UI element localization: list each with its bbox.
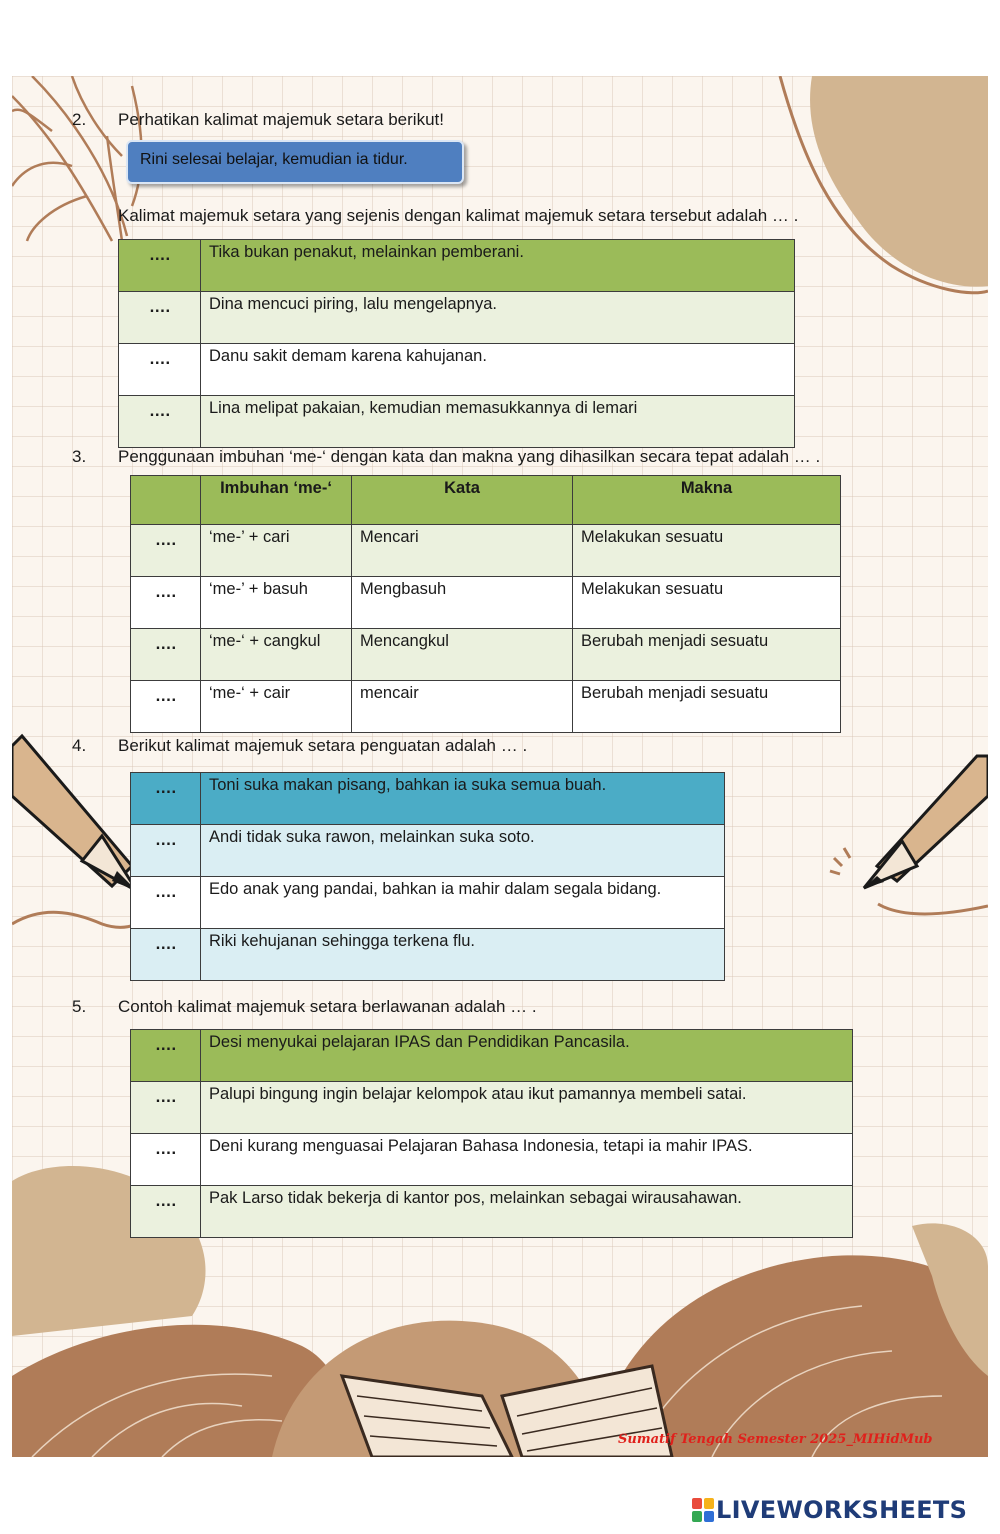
header-imbuhan: Imbuhan ‘me-‘ [201,476,352,525]
brand-wordmark: LIVEWORKSHEETS [716,1496,968,1524]
option-row[interactable] [131,929,725,981]
answer-mark[interactable]: …. [131,1134,201,1186]
option-row[interactable] [131,877,725,929]
option-text: Tika bukan penakut, melainkan pemberani. [201,240,795,292]
kata-cell: mencair [352,681,573,733]
question-number: 3. [72,447,87,466]
instruction-text: Perhatikan kalimat majemuk setara berikut! [118,110,444,129]
answer-mark[interactable]: …. [131,929,201,981]
option-text: Edo anak yang pandai, bahkan ia mahir dalam segala bidang. [201,877,725,929]
option-row[interactable] [131,577,841,629]
question-5 [72,997,872,1017]
imbuhan-cell: ‘me-’ + cari [201,525,352,577]
kata-cell: Mengbasuh [352,577,573,629]
question-text: Kalimat majemuk setara yang sejenis dengan kalimat majemuk setara tersebut adalah … . [118,206,799,225]
example-sentence: Rini selesai belajar, kemudian ia tidur. [140,151,408,168]
option-text: Riki kehujanan sehingga terkena flu. [201,929,725,981]
question-number: 5. [72,997,87,1016]
question-2-prompt [72,206,872,226]
option-text: Dina mencuci piring, lalu mengelapnya. [201,292,795,344]
option-row[interactable] [131,681,841,733]
makna-cell: Berubah menjadi sesuatu [573,681,841,733]
answer-mark[interactable]: …. [119,396,201,448]
makna-cell: Berubah menjadi sesuatu [573,629,841,681]
option-text: Palupi bingung ingin belajar kelompok atau ikut pamannya membeli satai. [201,1082,853,1134]
question-4 [72,736,872,756]
option-row[interactable] [131,1082,853,1134]
option-row[interactable] [131,773,725,825]
question-text: Penggunaan imbuhan ‘me-‘ dengan kata dan makna yang dihasilkan secara tepat adalah … . [118,447,821,466]
option-row[interactable] [131,1134,853,1186]
question-2-options-table [118,239,795,448]
header-makna: Makna [573,476,841,525]
example-sentence-box [126,140,464,184]
question-number: 4. [72,736,87,755]
footer-caption: Sumatif Tengah Semester 2025_MIHidMub [618,1432,933,1447]
makna-cell: Melakukan sesuatu [573,525,841,577]
imbuhan-cell: ‘me-’ + basuh [201,577,352,629]
option-text: Toni suka makan pisang, bahkan ia suka semua buah. [201,773,725,825]
answer-mark[interactable]: …. [119,292,201,344]
kata-cell: Mencangkul [352,629,573,681]
option-text: Andi tidak suka rawon, melainkan suka soto. [201,825,725,877]
option-row[interactable] [131,1186,853,1238]
option-row[interactable] [131,825,725,877]
answer-mark[interactable]: …. [131,773,201,825]
header-kata: Kata [352,476,573,525]
makna-cell: Melakukan sesuatu [573,577,841,629]
question-3 [72,447,952,467]
option-row[interactable] [131,525,841,577]
question-number: 2. [72,110,87,129]
option-row[interactable] [119,344,795,396]
answer-mark[interactable]: …. [131,629,201,681]
option-text: Deni kurang menguasai Pelajaran Bahasa Indonesia, tetapi ia mahir IPAS. [201,1134,853,1186]
option-row[interactable] [131,1030,853,1082]
question-5-options-table [130,1029,853,1238]
option-row[interactable] [119,240,795,292]
question-3-options-table [130,475,841,733]
right-pencil-icon [830,756,988,914]
left-pencil-icon [12,736,147,927]
answer-mark[interactable]: …. [131,1186,201,1238]
answer-mark[interactable]: …. [131,877,201,929]
answer-mark[interactable]: …. [119,240,201,292]
option-text: Desi menyukai pelajaran IPAS dan Pendidikan Pancasila. [201,1030,853,1082]
answer-mark[interactable]: …. [131,1030,201,1082]
liveworksheets-logo-icon [692,1498,714,1522]
question-2-instruction [72,110,872,130]
top-right-blob [810,76,988,287]
imbuhan-cell: ‘me-‘ + cangkul [201,629,352,681]
table-header-row [131,476,841,525]
option-text: Lina melipat pakaian, kemudian memasukkannya di lemari [201,396,795,448]
option-text: Danu sakit demam karena kahujanan. [201,344,795,396]
question-text: Berikut kalimat majemuk setara penguatan adalah … . [118,736,528,755]
answer-mark[interactable]: …. [131,577,201,629]
answer-mark[interactable]: …. [131,525,201,577]
question-text: Contoh kalimat majemuk setara berlawanan adalah … . [118,997,537,1016]
answer-mark[interactable]: …. [131,681,201,733]
option-row[interactable] [119,292,795,344]
option-row[interactable] [131,629,841,681]
option-row[interactable] [119,396,795,448]
answer-mark[interactable]: …. [119,344,201,396]
answer-mark[interactable]: …. [131,1082,201,1134]
option-text: Pak Larso tidak bekerja di kantor pos, melainkan sebagai wirausahawan. [201,1186,853,1238]
question-4-options-table [130,772,725,981]
kata-cell: Mencari [352,525,573,577]
header-blank [131,476,201,525]
imbuhan-cell: ‘me-‘ + cair [201,681,352,733]
answer-mark[interactable]: …. [131,825,201,877]
